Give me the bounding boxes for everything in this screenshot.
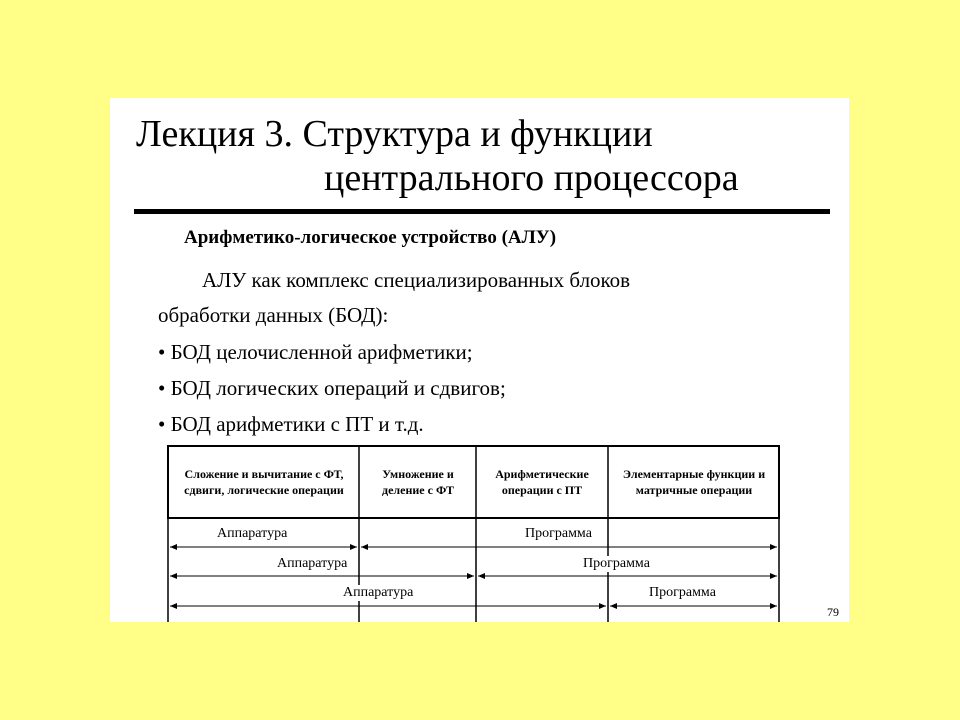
hardware-label: Аппаратура — [343, 585, 414, 600]
header-cell-functions: Элементарные функции и матричные операции — [622, 467, 766, 497]
slide-title-line1: Лекция 3. Структура и функции — [136, 113, 653, 155]
paragraph-line1: АЛУ как комплекс специализированных блоков — [202, 268, 631, 292]
hardware-label: Аппаратура — [217, 526, 288, 541]
bullet-item: • БОД логических операций и сдвигов; — [158, 376, 506, 400]
software-label: Программа — [649, 585, 716, 600]
paragraph-line2: обработки данных (БОД): — [158, 303, 389, 327]
slide-title-line2: центрального процессора — [324, 157, 739, 199]
bullet-item: • БОД арифметики с ПТ и т.д. — [158, 412, 424, 436]
software-label: Программа — [583, 556, 650, 571]
header-cell-add-sub: Сложение и вычитание с ФТ, сдвиги, логические операции — [184, 467, 344, 497]
page-number: 79 — [827, 605, 839, 619]
header-cell-float: Арифметические операции с ПТ — [495, 467, 589, 497]
hardware-label: Аппаратура — [277, 556, 348, 571]
slide — [110, 98, 849, 622]
section-subtitle: Арифметико-логическое устройство (АЛУ) — [184, 227, 557, 248]
software-label: Программа — [525, 526, 592, 541]
alu-diagram — [110, 98, 849, 622]
header-cell-mul-div: Умножение и деление с ФТ — [382, 467, 454, 497]
bullet-item: • БОД целочисленной арифметики; — [158, 340, 473, 364]
